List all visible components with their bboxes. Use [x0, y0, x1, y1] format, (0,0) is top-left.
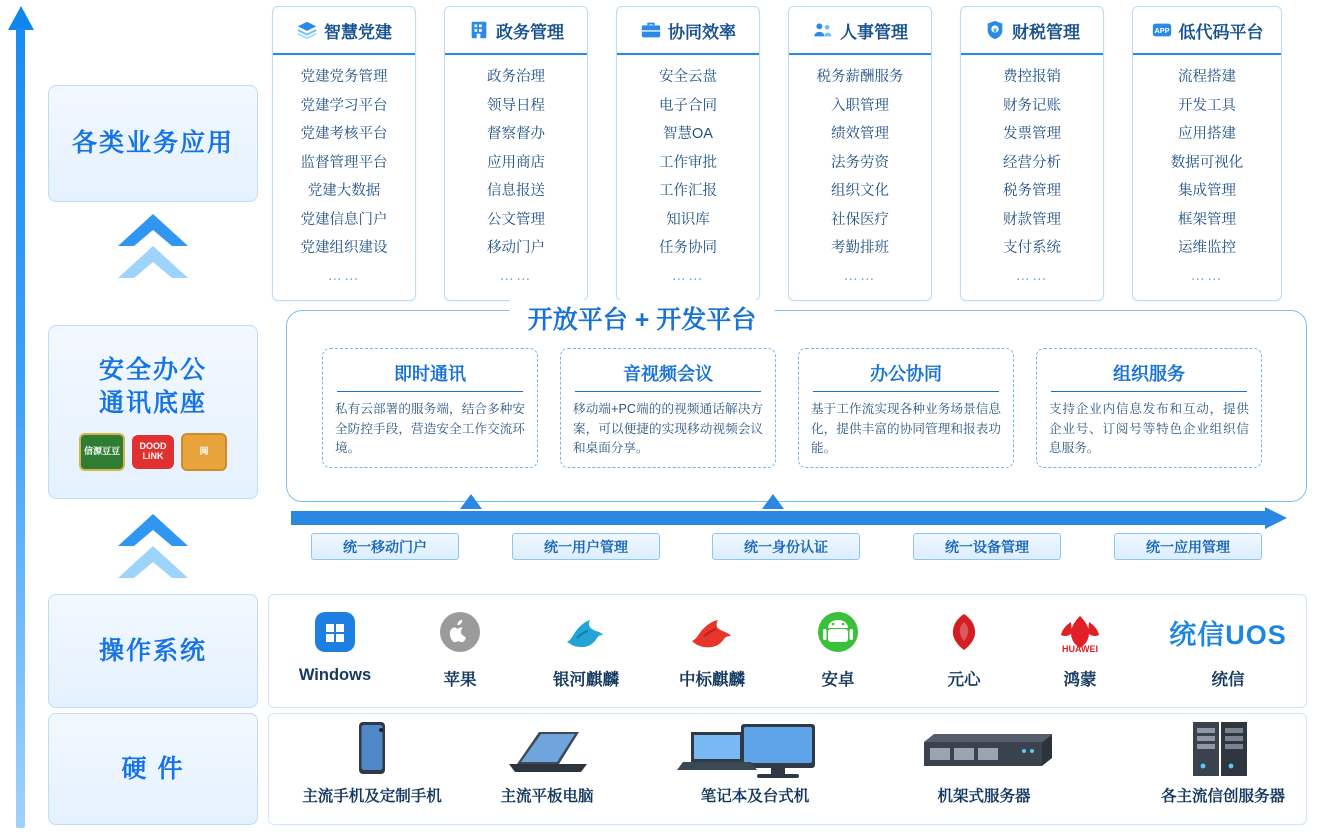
app-item[interactable]: 工作审批 — [659, 154, 717, 171]
platform-card-instant-messaging[interactable] — [322, 348, 538, 468]
os-item-harmony[interactable] — [1021, 604, 1139, 690]
app-column-low-code-platform[interactable] — [1132, 6, 1282, 301]
chevron-up-icon — [116, 512, 190, 588]
os-item-label: 鸿蒙 — [1063, 671, 1097, 689]
people-icon — [812, 19, 834, 41]
platform-card-desc: 支持企业内信息发布和互动，提供企业号、订阅号等特色企业组织信息服务。 — [1049, 402, 1249, 456]
platform-card-av-conference[interactable] — [560, 348, 776, 468]
app-item[interactable]: 移动门户 — [487, 240, 545, 256]
bar-line — [291, 511, 1265, 525]
app-item-more: …… — [1015, 267, 1049, 284]
badge-min: 闽 — [181, 433, 227, 471]
badge-xinyuan-doudou: 信源豆豆 — [79, 433, 125, 471]
arrow-shaft — [16, 28, 25, 828]
platform-card-desc: 私有云部署的服务端，结合多种安全防控手段，营造安全工作交流环境。 — [335, 402, 525, 456]
chevron-up-icon — [116, 212, 190, 288]
app-item[interactable]: 流程搭建 — [1178, 69, 1236, 85]
smartphone-icon — [282, 718, 462, 780]
app-item[interactable]: 税务薪酬服务 — [816, 69, 904, 85]
arrow-up-marker-icon — [460, 494, 482, 509]
layer-label-line2: 通讯底座 — [98, 388, 207, 417]
app-item-list — [961, 55, 1103, 290]
os-item-label: 元心 — [947, 671, 981, 689]
app-item-list — [617, 55, 759, 290]
os-item-label: 银河麒麟 — [553, 671, 619, 689]
app-item[interactable]: 财务记账 — [1003, 97, 1061, 114]
layer-label-applications — [48, 85, 258, 202]
hardware-item-tower-server[interactable] — [1118, 718, 1319, 806]
app-item[interactable]: 应用搭建 — [1178, 126, 1236, 142]
app-item[interactable]: 框架管理 — [1178, 211, 1236, 228]
app-item[interactable]: 应用商店 — [487, 154, 545, 171]
app-item[interactable]: 党建组织建设 — [300, 240, 388, 256]
svg-text:HUAWEI: HUAWEI — [1062, 644, 1098, 654]
windows-icon — [276, 604, 394, 660]
os-item-neokylin[interactable] — [653, 604, 771, 690]
app-item-list — [273, 55, 415, 290]
app-column-finance-tax[interactable] — [960, 6, 1104, 301]
app-item[interactable]: 考勤排班 — [831, 240, 889, 256]
os-item-label: 统信 — [1211, 671, 1245, 689]
app-item[interactable]: 任务协同 — [659, 240, 717, 256]
app-item[interactable]: 数据可视化 — [1170, 154, 1244, 171]
vertical-arrow-spine — [8, 6, 34, 826]
app-column-header — [273, 7, 415, 55]
hardware-item-smartphone[interactable] — [282, 718, 462, 806]
app-item[interactable]: 费控报销 — [1003, 69, 1061, 85]
hardware-item-label: 主流平板电脑 — [500, 788, 594, 805]
unified-button-app-management[interactable]: 统一应用管理 — [1114, 533, 1262, 560]
neokylin-icon — [653, 604, 771, 660]
app-item[interactable]: 财款管理 — [1003, 211, 1061, 228]
app-item[interactable]: 绩效管理 — [831, 126, 889, 142]
android-icon — [779, 604, 897, 660]
app-item-list — [445, 55, 587, 290]
unified-button-identity-auth[interactable]: 统一身份认证 — [712, 533, 860, 560]
app-item[interactable]: 监督管理平台 — [300, 154, 388, 171]
hardware-item-label: 主流手机及定制手机 — [302, 788, 442, 805]
app-item[interactable]: 开发工具 — [1178, 97, 1236, 114]
app-item[interactable]: 支付系统 — [1003, 240, 1061, 256]
app-item[interactable]: 党建党务管理 — [300, 69, 388, 85]
hardware-item-label: 机架式服务器 — [937, 788, 1031, 805]
app-item[interactable]: 经营分析 — [1003, 154, 1061, 171]
app-column-smart-party[interactable] — [272, 6, 416, 301]
rack-server-icon — [898, 718, 1070, 780]
app-item[interactable]: 党建信息门户 — [300, 211, 388, 228]
app-item-list — [1133, 55, 1281, 290]
svg-text:¥: ¥ — [993, 27, 997, 35]
app-item[interactable]: 法务劳资 — [831, 154, 889, 171]
app-item[interactable]: 领导日程 — [487, 97, 545, 114]
os-item-label: 苹果 — [443, 671, 477, 689]
layer-label-text: 各类业务应用 — [71, 129, 234, 157]
hardware-item-label: 各主流信创服务器 — [1160, 788, 1285, 805]
yuanxin-icon — [905, 604, 1023, 660]
hardware-item-label: 笔记本及台式机 — [700, 788, 810, 805]
platform-card-title: 办公协同 — [813, 355, 999, 392]
app-column-collaboration-efficiency[interactable] — [616, 6, 760, 301]
building-icon — [468, 19, 490, 41]
unified-button-mobile-portal[interactable]: 统一移动门户 — [311, 533, 459, 560]
app-item[interactable]: 工作汇报 — [659, 183, 717, 199]
layer-label-hardware — [48, 713, 258, 825]
app-item[interactable]: 智慧OA — [663, 126, 713, 142]
app-column-hr-management[interactable] — [788, 6, 932, 301]
app-item[interactable]: 督察督办 — [487, 126, 545, 142]
layer-label-text: 操作系统 — [98, 636, 207, 665]
layer-label-operating-system — [48, 594, 258, 708]
platform-card-office-collaboration[interactable] — [798, 348, 1014, 468]
os-item-apple[interactable] — [401, 604, 519, 690]
app-item-more: …… — [327, 267, 361, 284]
app-icon — [1151, 19, 1173, 41]
apple-icon — [401, 604, 519, 660]
brand-badge-group — [79, 433, 227, 471]
platform-card-organization-service[interactable] — [1036, 348, 1262, 468]
app-item-list — [789, 55, 931, 290]
app-item[interactable]: 组织文化 — [831, 183, 889, 199]
arrow-head-icon — [8, 6, 34, 30]
app-item-more: …… — [671, 267, 705, 284]
tower-server-icon — [1118, 718, 1319, 780]
os-item-label: 中标麒麟 — [679, 671, 745, 689]
app-item[interactable]: 党建大数据 — [307, 183, 381, 199]
os-item-label: 安卓 — [821, 671, 855, 689]
platform-card-title: 即时通讯 — [337, 355, 523, 392]
os-item-yuanxin[interactable] — [905, 604, 1023, 690]
platform-card-title: 组织服务 — [1051, 355, 1247, 392]
hardware-item-laptop-desktop[interactable] — [650, 718, 860, 806]
app-item[interactable]: 运维监控 — [1178, 240, 1236, 256]
tablet-icon — [462, 718, 632, 780]
huawei-icon — [1021, 604, 1139, 660]
layer-label-text: 硬 件 — [121, 754, 185, 783]
app-column-title: 财税管理 — [1012, 22, 1080, 42]
app-column-title: 协同效率 — [668, 22, 736, 42]
layer-label-secure-office-base — [48, 325, 258, 499]
app-item[interactable]: 税务管理 — [1003, 183, 1061, 199]
os-item-windows[interactable] — [276, 604, 394, 685]
app-item[interactable]: 党建考核平台 — [300, 126, 388, 142]
app-column-title: 低代码平台 — [1178, 22, 1264, 42]
unified-capability-bar — [291, 511, 1291, 525]
app-item[interactable]: 党建学习平台 — [300, 97, 388, 114]
app-item[interactable]: 安全云盘 — [659, 69, 717, 85]
app-item[interactable]: 公文管理 — [487, 211, 545, 228]
open-platform-title: 开放平台 + 开发平台 — [510, 300, 775, 336]
platform-card-title: 音视频会议 — [575, 355, 761, 392]
app-column-header — [961, 7, 1103, 55]
app-column-title: 人事管理 — [840, 22, 908, 42]
bar-arrow-head-icon — [1265, 507, 1287, 529]
app-item[interactable]: 发票管理 — [1003, 126, 1061, 142]
app-column-header — [617, 7, 759, 55]
platform-card-desc: 移动端+PC端的的视频通话解决方案，可以便捷的实现移动视频会议和桌面分享。 — [573, 402, 763, 456]
arrow-up-marker-icon — [762, 494, 784, 509]
layers-icon — [296, 19, 318, 41]
app-column-title: 政务管理 — [496, 22, 564, 42]
app-item[interactable]: 信息报送 — [487, 183, 545, 199]
os-item-kylin[interactable] — [527, 604, 645, 690]
os-item-label: Windows — [298, 666, 372, 684]
app-column-header — [1133, 7, 1281, 55]
app-item[interactable]: 知识库 — [666, 211, 710, 228]
kylin-icon — [527, 604, 645, 660]
platform-card-desc: 基于工作流实现各种业务场景信息化，提供丰富的协同管理和报表功能。 — [811, 402, 1001, 456]
app-item[interactable]: 电子合同 — [659, 97, 717, 114]
app-item[interactable]: 社保医疗 — [831, 211, 889, 228]
app-item[interactable]: 入职管理 — [831, 97, 889, 114]
app-item-more: …… — [1190, 267, 1224, 284]
unified-button-device-management[interactable]: 统一设备管理 — [913, 533, 1061, 560]
uos-wordmark: 统信UOS — [1169, 619, 1287, 650]
briefcase-icon — [640, 19, 662, 41]
app-item-more: …… — [843, 267, 877, 284]
app-item[interactable]: 政务治理 — [487, 69, 545, 85]
unified-button-user-management[interactable]: 统一用户管理 — [512, 533, 660, 560]
app-column-title: 智慧党建 — [324, 22, 392, 42]
app-item-more: …… — [499, 267, 533, 284]
shield-money-icon — [984, 19, 1006, 41]
layer-label-line1: 安全办公 — [98, 355, 207, 384]
app-column-header — [445, 7, 587, 55]
app-column-government-management[interactable] — [444, 6, 588, 301]
hardware-item-tablet[interactable] — [462, 718, 632, 806]
svg-text:APP: APP — [1153, 25, 1170, 35]
app-column-header — [789, 7, 931, 55]
os-item-uos[interactable] — [1163, 604, 1293, 690]
os-item-android[interactable] — [779, 604, 897, 690]
laptop-desktop-icon — [650, 718, 860, 780]
app-item[interactable]: 集成管理 — [1178, 183, 1236, 199]
badge-dood-link: DOOD LiNK — [132, 435, 174, 469]
hardware-item-rack-server[interactable] — [898, 718, 1070, 806]
uos-icon — [1163, 604, 1293, 660]
